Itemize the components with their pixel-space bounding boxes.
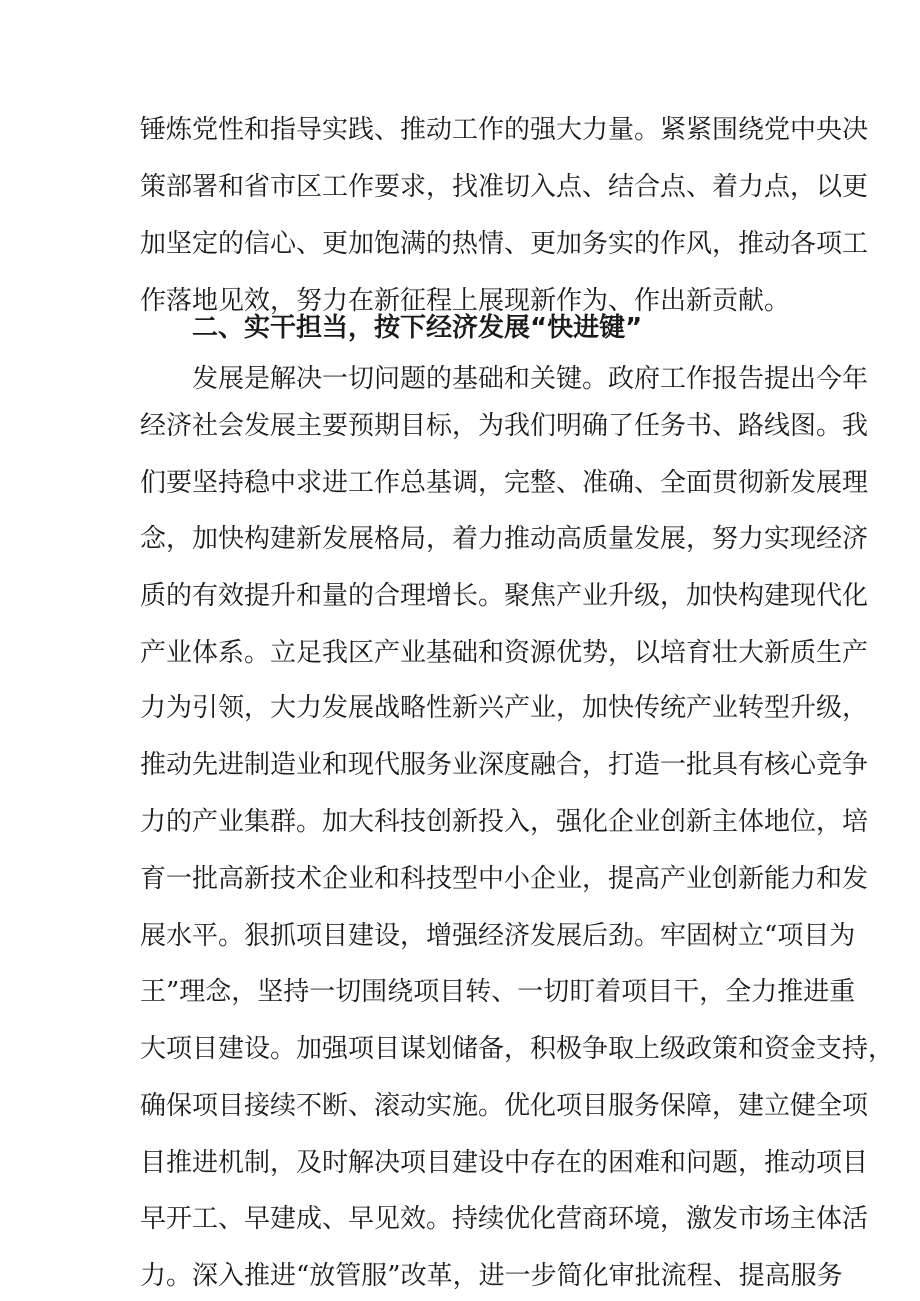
paragraph-line: 发展是解决一切问题的基础和关键。政府工作报告提出今年 (192, 364, 869, 394)
paragraph-line: 作落地见效，努力在新征程上展现新作为、作出新贡献。 (140, 286, 791, 316)
paragraph-line: 产业体系。立足我区产业基础和资源优势，以培育壮大新质生产 (140, 638, 869, 668)
paragraph-line: 策部署和省市区工作要求，找准切入点、结合点、着力点，以更 (140, 172, 869, 202)
section-heading: 二、实干担当，按下经济发展“快进键” (192, 313, 643, 343)
paragraph-line: 加坚定的信心、更加饱满的热情、更加务实的作风，推动各项工 (140, 229, 869, 259)
paragraph-line: 王”理念，坚持一切围绕项目转、一切盯着项目干，全力推进重 (140, 977, 856, 1007)
paragraph-line: 育一批高新技术企业和科技型中小企业，提高产业创新能力和发 (140, 864, 869, 894)
paragraph-line: 大项目建设。加强项目谋划储备，积极争取上级政策和资金支持， (140, 1034, 895, 1064)
paragraph-line: 力。深入推进“放管服”改革，进一步简化审批流程、提高服务 (140, 1261, 843, 1291)
paragraph-line: 们要坚持稳中求进工作总基调，完整、准确、全面贯彻新发展理 (140, 468, 869, 498)
paragraph-line: 推动先进制造业和现代服务业深度融合，打造一批具有核心竞争 (140, 750, 869, 780)
paragraph-line: 锤炼党性和指导实践、推动工作的强大力量。紧紧围绕党中央决 (140, 115, 869, 145)
paragraph-line: 目推进机制，及时解决项目建设中存在的困难和问题，推动项目 (140, 1148, 869, 1178)
paragraph-line: 早开工、早建成、早见效。持续优化营商环境，激发市场主体活 (140, 1204, 869, 1234)
paragraph-line: 质的有效提升和量的合理增长。聚焦产业升级，加快构建现代化 (140, 581, 869, 611)
paragraph-line: 经济社会发展主要预期目标，为我们明确了任务书、路线图。我 (140, 411, 869, 441)
paragraph-line: 力的产业集群。加大科技创新投入，强化企业创新主体地位，培 (140, 807, 869, 837)
paragraph-line: 力为引领，大力发展战略性新兴产业，加快传统产业转型升级， (140, 693, 869, 723)
paragraph-line: 念，加快构建新发展格局，着力推动高质量发展，努力实现经济 (140, 524, 869, 554)
paragraph-line: 展水平。狠抓项目建设，增强经济发展后劲。牢固树立“项目为 (140, 921, 856, 951)
paragraph-line: 确保项目接续不断、滚动实施。优化项目服务保障，建立健全项 (140, 1091, 869, 1121)
